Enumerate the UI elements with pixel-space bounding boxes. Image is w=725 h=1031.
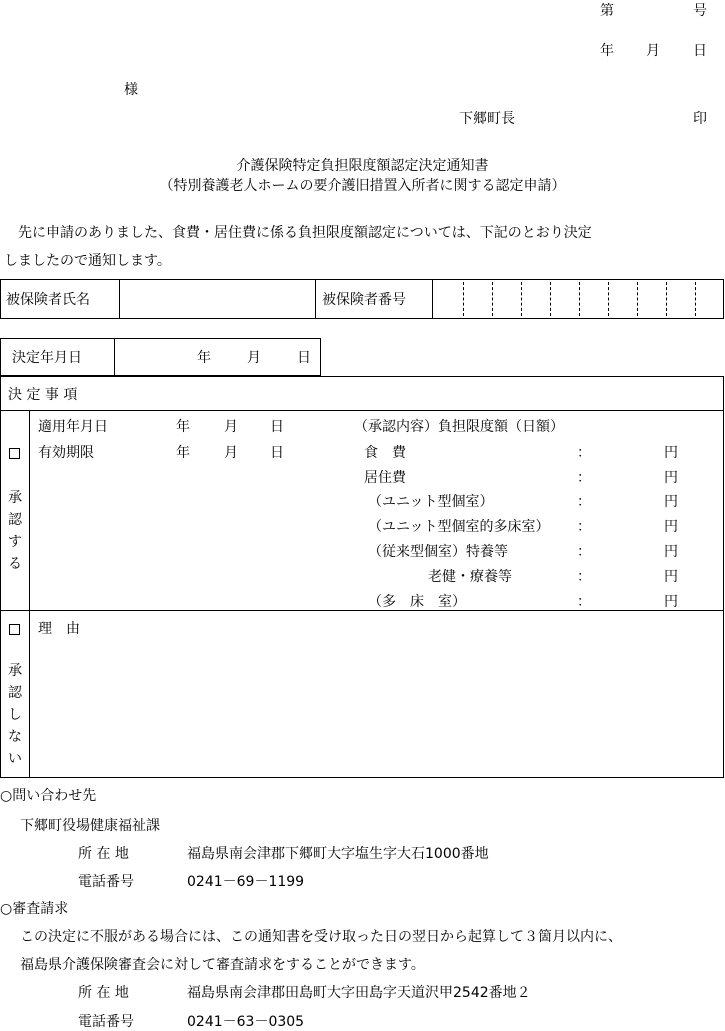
insured-number-label: 被保険者番号 (322, 292, 406, 308)
insured-name-field[interactable] (121, 281, 313, 317)
document-subtitle: （特別養護老人ホームの要介護旧措置入所者に関する認定申請） (159, 178, 566, 194)
addressee-sama: 様 (124, 82, 138, 98)
item-unit: 円 (664, 494, 678, 510)
issuer-name: 下郷町長 (459, 111, 515, 127)
item-colon: ： (577, 519, 591, 535)
valid-period-day: 日 (270, 445, 284, 461)
contact-address: 福島県南会津郡下郷町大字塩生字大石1000番地 (187, 846, 489, 862)
valid-period-label: 有効期限 (38, 445, 94, 461)
apply-date-day: 日 (270, 419, 284, 435)
appeal-phone-label: 電話番号 (78, 1014, 134, 1030)
apply-date-label: 適用年月日 (38, 419, 108, 435)
appeal-address-label: 所 在 地 (78, 985, 129, 1001)
reason-label: 理 由 (38, 621, 80, 637)
insured-name-label: 被保険者氏名 (6, 292, 90, 308)
item-colon: ： (577, 544, 591, 560)
approve-label: 承認する (8, 490, 22, 572)
apply-date-year: 年 (176, 419, 190, 435)
appeal-phone: 0241－63－0305 (187, 1014, 305, 1030)
appeal-address: 福島県南会津郡田島町大字田島字天道沢甲2542番地２ (187, 985, 531, 1001)
item-colon: ： (577, 494, 591, 510)
apply-date-month: 月 (224, 419, 238, 435)
approve-checkbox[interactable] (9, 448, 20, 459)
appeal-heading: ○審査請求 (0, 901, 69, 917)
valid-period-month: 月 (224, 445, 238, 461)
document-title: 介護保険特定負担限度額認定決定通知書 (236, 158, 489, 174)
item-label: （多 床 室） (368, 594, 466, 610)
item-colon: ： (577, 569, 591, 585)
decision-header: 決 定 事 項 (8, 387, 78, 403)
item-label: （ユニット型個室的多床室） (368, 519, 550, 535)
reason-field[interactable] (31, 640, 721, 776)
reject-checkbox[interactable] (9, 624, 20, 635)
header-date-month: 月 (646, 43, 660, 59)
appeal-line-1: この決定に不服がある場合には、この通知書を受け取った日の翌日から起算して３箇月以内に、 (20, 929, 622, 945)
item-unit: 円 (664, 594, 678, 610)
item-unit: 円 (664, 519, 678, 535)
intro-line-2: しましたので通知します。 (4, 253, 171, 269)
item-label: （ユニット型個室） (368, 494, 494, 510)
number-dai: 第 (600, 3, 614, 19)
item-label: 老健・療養等 (428, 569, 512, 585)
reject-label: 承認しない (8, 663, 22, 767)
intro-line-1: 先に申請のありました、食費・居住費に係る負担限度額認定については、下記のとおり決定 (4, 225, 592, 241)
header-date-day: 日 (693, 43, 707, 59)
contact-phone-label: 電話番号 (78, 874, 134, 890)
item-colon: ： (577, 470, 591, 486)
item-colon: ： (577, 445, 591, 461)
header-date-year: 年 (600, 43, 614, 59)
appeal-line-2: 福島県介護保険審査会に対して審査請求をすることができます。 (20, 957, 425, 973)
decision-date-year: 年 (197, 350, 211, 366)
item-colon: ： (577, 594, 591, 610)
item-unit: 円 (664, 569, 678, 585)
contact-office: 下郷町役場健康福祉課 (20, 818, 160, 834)
item-label: 居住費 (364, 470, 406, 486)
number-go: 号 (693, 3, 707, 19)
contact-phone: 0241－69－1199 (187, 874, 305, 890)
insured-number-field[interactable] (434, 281, 722, 317)
decision-date-month: 月 (247, 350, 261, 366)
item-unit: 円 (664, 470, 678, 486)
contact-address-label: 所 在 地 (78, 846, 129, 862)
decision-date-label: 決定年月日 (12, 350, 82, 366)
seal-mark: 印 (693, 111, 707, 127)
item-label: 食 費 (364, 445, 406, 461)
contact-heading: ○問い合わせ先 (0, 788, 97, 804)
item-label: （従来型個室）特養等 (368, 544, 508, 560)
decision-date-day: 日 (297, 350, 311, 366)
approval-content-title: （承認内容）負担限度額（日額） (354, 419, 564, 435)
valid-period-year: 年 (176, 445, 190, 461)
item-unit: 円 (664, 445, 678, 461)
item-unit: 円 (664, 544, 678, 560)
